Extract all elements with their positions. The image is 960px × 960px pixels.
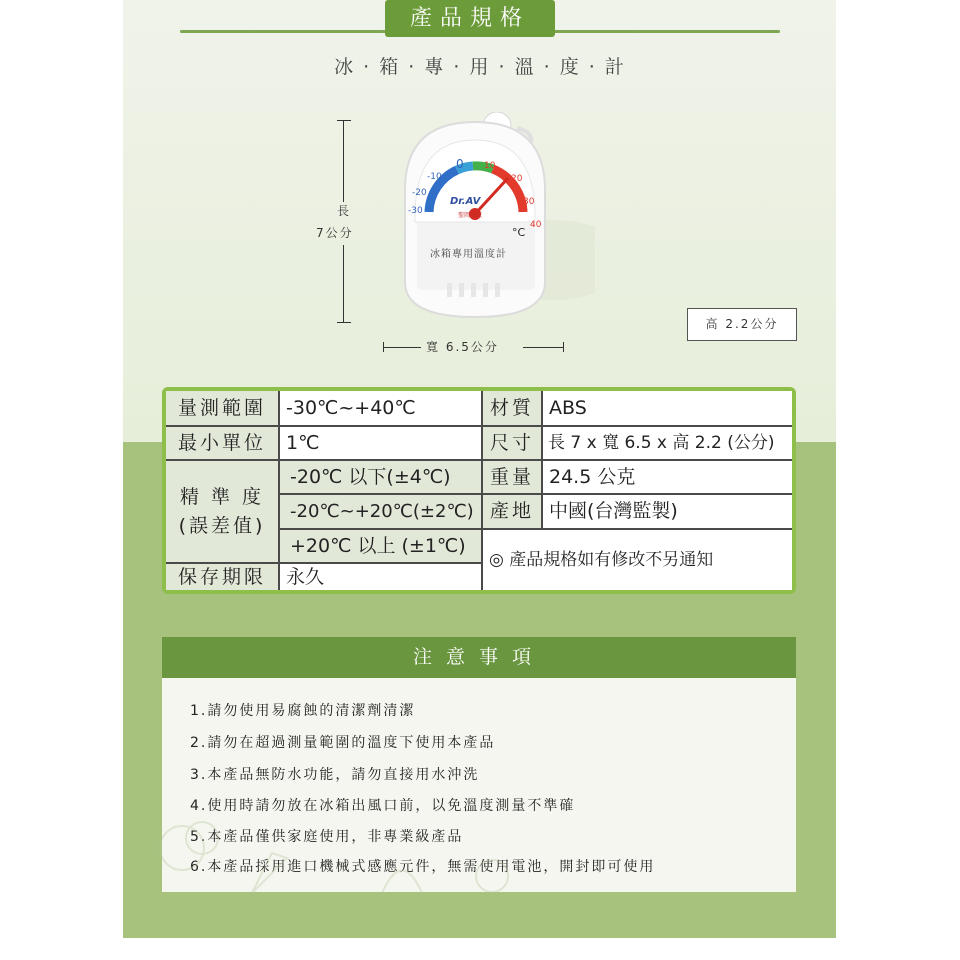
spec-shelf-label: 保存期限 (166, 564, 278, 590)
length-line-bottom (343, 245, 344, 323)
thermometer-photo (395, 112, 595, 322)
spec-shelf-value: 永久 (280, 564, 481, 590)
thermometer-illustration (395, 112, 595, 322)
header-line-right (552, 30, 780, 33)
dial-tick-10: 10 (484, 161, 496, 171)
notice-title: 注意事項 (162, 637, 796, 678)
spec-accuracy-label (166, 461, 278, 562)
spec-accuracy-label-line1: 精 準 度 (179, 485, 265, 508)
notice-item: 4.使用時請勿放在冰箱出風口前，以免溫度測量不準確 (190, 798, 576, 814)
produce-deco-icon (232, 848, 532, 898)
spec-accuracy-label-line2: (誤差值) (178, 514, 266, 537)
table-divider-v1 (278, 391, 280, 590)
notice-item: 1.請勿使用易腐蝕的清潔劑清潔 (190, 703, 416, 719)
spec-weight-value: 24.5 公克 (543, 461, 792, 493)
spec-unit-label: 最小單位 (166, 427, 278, 459)
spec-origin-value: 中國(台灣監製) (543, 495, 792, 528)
height-label: 高 2.2公分 (687, 308, 797, 341)
dial-unit: °C (512, 226, 526, 239)
spec-unit-value: 1℃ (280, 427, 481, 459)
dial-tick-40: 40 (530, 220, 542, 230)
length-tick-top (337, 120, 351, 121)
table-divider-h1 (166, 425, 792, 427)
table-divider-h2 (166, 459, 792, 461)
spec-material-value: ABS (543, 391, 792, 425)
length-line-top (343, 120, 344, 202)
spec-size-label: 尺寸 (483, 427, 541, 459)
notice-item: 2.請勿在超過測量範圍的溫度下使用本產品 (190, 735, 496, 751)
spec-range-value: -30℃~+40℃ (280, 391, 481, 425)
width-tick-right (563, 342, 564, 352)
spec-accuracy-3: +20℃ 以上 (±1℃) (280, 530, 481, 562)
length-tick-bottom (337, 322, 351, 323)
length-label: 長 (337, 204, 352, 218)
product-subtitle: 冰 · 箱 · 專 · 用 · 溫 · 度 · 計 (334, 56, 626, 78)
dial-tick-m30: -30 (408, 206, 423, 216)
length-value: 7公分 (316, 226, 354, 240)
spec-origin-label: 產地 (483, 495, 541, 528)
spec-accuracy-1: -20℃ 以下(±4℃) (280, 461, 481, 493)
spec-weight-label: 重量 (483, 461, 541, 493)
width-line-left (383, 347, 421, 348)
dial-label: 冰箱專用溫度計 (430, 249, 507, 260)
dial-tick-20: 20 (511, 174, 523, 184)
header-line-left (180, 30, 390, 33)
dial-tick-m20: -20 (412, 188, 427, 198)
width-line-right (523, 347, 563, 348)
dial-tick-0: 0 (456, 157, 464, 171)
width-label: 寬 6.5公分 (426, 340, 499, 354)
table-divider-v2 (481, 391, 483, 590)
spec-material-label: 材質 (483, 391, 541, 425)
notice-body (162, 678, 796, 892)
table-divider-h3 (280, 493, 792, 495)
brand-logo: Dr.AV (450, 196, 481, 207)
notice-item: 5.本產品僅供家庭使用，非專業級產品 (190, 829, 464, 845)
table-divider-h4 (280, 528, 792, 530)
spec-title: 產品規格 (385, 0, 555, 37)
spec-range-label: 量測範圍 (166, 391, 278, 425)
table-divider-h5 (166, 562, 481, 564)
spec-accuracy-2: -20℃~+20℃(±2℃) (280, 495, 481, 528)
dial-tick-m10: -10 (427, 172, 442, 182)
notice-item: 3.本產品無防水功能，請勿直接用水沖洗 (190, 767, 480, 783)
spec-size-value: 長 7 x 寬 6.5 x 高 2.2 (公分) (543, 427, 792, 459)
notice-item: 6.本產品採用進口機械式感應元件，無需使用電池，開封即可使用 (190, 859, 656, 875)
spec-note: ◎ 產品規格如有修改不另通知 (483, 530, 792, 590)
brand-sub: 聖岡科技 (458, 212, 483, 219)
vegetable-deco-icon (142, 808, 242, 898)
dial-tick-30: 30 (523, 197, 535, 207)
